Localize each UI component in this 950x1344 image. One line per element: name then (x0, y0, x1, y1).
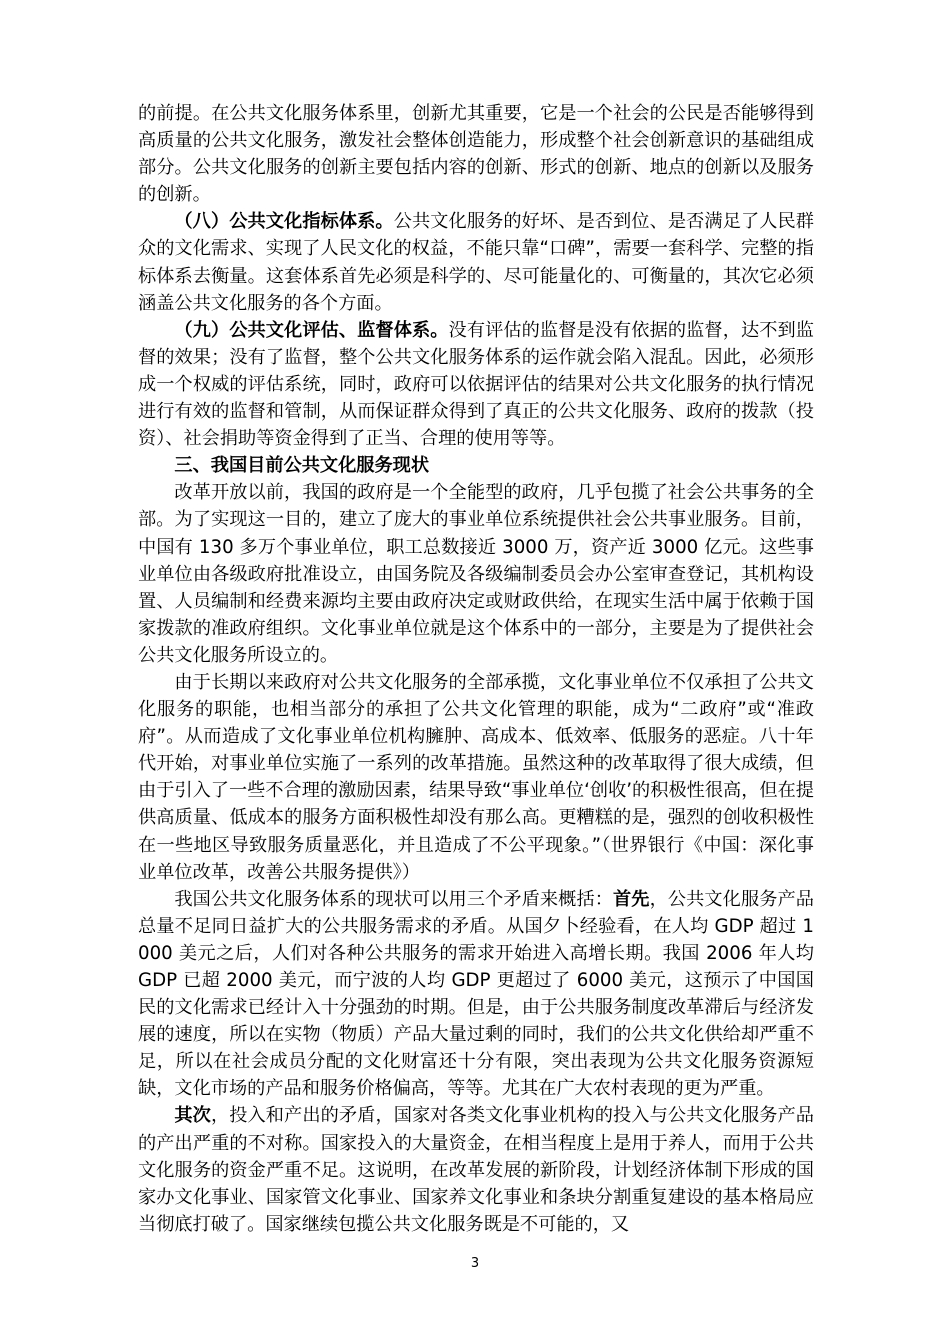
paragraph-institution-issues: 由于长期以来政府对公共文化服务的全部承揽，文化事业单位不仅承担了公共文化服务的职能，也相当部分的承担了公共文化管理的职能，成为“二政府”或“准政府”。从而造成了文化事业单位机构臃肿、高成本、低效率、低服务的恶症。八十年代开始，对事业单位实施了一系列的改革措施。虽然这种的改革取得了很大成绩，但由于引入了一些不合理的激励因素，结果导致“事业单位‘创收’的积极性很高，但在提供高质量、低成本的服务方面积极性却没有那么高。更糟糕的是，强烈的创收积极性在一些地区导致服务质量恶化，并且造成了不公平现象。”（世界银行《中国：深化事业单位改革，改善公共服务提供》） (138, 671, 814, 883)
section-text-9: 没有评估的监督是没有依据的监督，达不到监督的效果；没有了监督，整个公共文化服务体系的运作就会陷入混乱。因此，必须形成一个权威的评估系统，同时，政府可以依据评估的结果对公共文化服务的执行情况进行有效的监督和管制，从而保证群众得到了真正的公共文化服务、政府的拨款（投资）、社会捐助等资金得到了正当、合理的使用等等。 (138, 319, 814, 450)
section-text-8: 公共文化服务的好坏、是否到位、是否满足了人民群众的文化需求、实现了人民文化的权益，不能只靠“口碑”，需要一套科学、完整的指标体系去衡量。这套体系首先必须是科学的、尽可能量化的、可衡量的，其次它必须涵盖公共文化服务的各个方面。 (138, 211, 814, 314)
paragraph-innovation-end: 的前提。在公共文化服务体系里，创新尤其重要，它是一个社会的公民是否能够得到高质量的公共文化服务，激发社会整体创造能力，形成整个社会创新意识的基础组成部分。公共文化服务的创新主要包括内容的创新、形式的创新、地点的创新以及服务的创新。 (138, 103, 814, 206)
paragraph-evaluation-system (138, 317, 814, 452)
paragraph-input-output (138, 1102, 814, 1237)
section-heading-3: 三、我国目前公共文化服务现状 (174, 455, 430, 477)
document-body (138, 100, 814, 1238)
first-contradiction-text: ，公共文化服务产品总量不足同日益扩大的公共服务需求的矛盾。从国夕卜经验看，在人均 GDP 超过 1000 美元之后，人们对各种公共服务的需求开始进入高增长期。我国 2006 年人均 GDP 已超 2000 美元，而宁波的人均 GDP 更超过了 6000 美元，这预示了中国国民的文化需求已经计入十分强劲的时期。但是，由于公共服务制度改革滞后与经济发展的速度，所以在实物（物质）产品大量过剩的同时，我们的公共文化供给却严重不足，所以在社会成员分配的文化财富还十分有限，突出表现为公共文化服务资源短缺，文化市场的产品和服务价格偏高，等等。尤其在广大农村表现的更为严重。 (138, 888, 814, 1100)
section-label-8: （八）公共文化指标体系。 (174, 211, 394, 233)
first-keyword: 首先 (613, 888, 650, 910)
contradictions-intro: 我国公共文化服务体系的现状可以用三个矛盾来概括： (174, 888, 614, 910)
paragraph-reform-history: 改革开放以前，我国的政府是一个全能型的政府，几乎包揽了社会公共事务的全部。为了实现这一目的，建立了庞大的事业单位系统提供社会公共事业服务。目前，中国有 130 多万个事业单位，职工总数接近 3000 万，资产近 3000 亿元。这些事业单位由各级政府批准设立，由国务院及各级编制委员会办公室审查登记，其机构设置、人员编制和经费来源均主要由政府决定或财政供给，在现实生活中属于依赖于国家拨款的准政府组织。文化事业单位就是这个体系中的一部分，主要是为了提供社会公共文化服务所设立的。 (138, 482, 814, 666)
paragraph-three-contradictions (138, 886, 814, 1103)
second-contradiction-text: ，投入和产出的矛盾，国家对各类文化事业机构的投入与公共文化服务产品的产出严重的不对称。国家投入的大量资金，在相当程度上是用于养人，而用于公共文化服务的资金严重不足。这说明，在改革发展的新阶段，计划经济体制下形成的国家办文化事业、国家管文化事业、国家养文化事业和条块分割重复建设的基本格局应当彻底打破了。国家继续包揽公共文化服务既是不可能的，又 (138, 1105, 814, 1235)
page-number: 3 (470, 1256, 480, 1271)
section-label-9: （九）公共文化评估、监督体系。 (174, 319, 449, 341)
second-keyword: 其次 (174, 1105, 211, 1127)
paragraph-indicator-system (138, 208, 814, 316)
